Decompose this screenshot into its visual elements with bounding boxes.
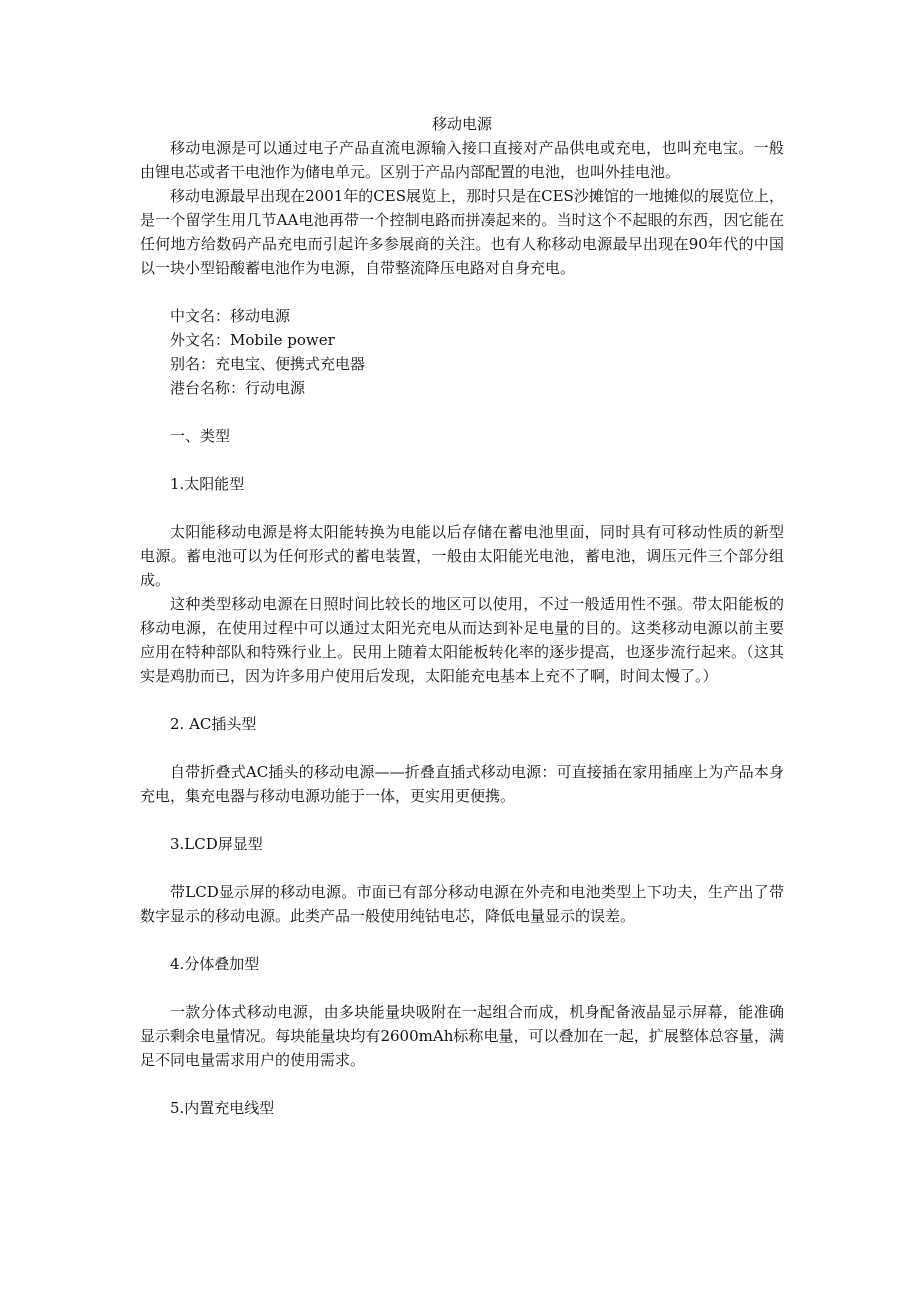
solar-paragraph-1: 太阳能移动电源是将太阳能转换为电能以后存储在蓄电池里面，同时具有可移动性质的新型电源。蓄电池可以为任何形式的蓄电装置，一般由太阳能光电池，蓄电池，调压元件三个部分组成。 <box>140 523 784 589</box>
intro-paragraph-2: 移动电源最早出现在2001年的CES展览上，那时只是在CES沙摊馆的一地摊似的展览位上，是一个留学生用几节AA电池再带一个控制电路而拼凑起来的。当时这个不起眼的东西，因它能在任何地方给数码产品充电而引起许多参展商的关注。也有人称移动电源最早出现在90年代的中国以一块小型铅酸蓄电池作为电源，自带整流降压电路对自身充电。 <box>140 187 784 277</box>
split-paragraph: 一款分体式移动电源，由多块能量块吸附在一起组合而成，机身配备液晶显示屏幕，能准确显示剩余电量情况。每块能量块均有2600mAh标称电量，可以叠加在一起，扩展整体总容量，满足不同电量需求用户的使用需求。 <box>140 1003 784 1069</box>
meta-hk-tw-name: 港台名称：行动电源 <box>170 379 306 397</box>
spacer <box>140 736 784 760</box>
meta-chinese-name: 中文名：移动电源 <box>170 307 291 325</box>
spacer <box>140 448 784 472</box>
meta-alias: 别名：充电宝、便携式充电器 <box>170 355 366 373</box>
spacer <box>140 400 784 424</box>
spacer <box>140 856 784 880</box>
solar-paragraph-2: 这种类型移动电源在日照时间比较长的地区可以使用，不过一般适用性不强。带太阳能板的移动电源，在使用过程中可以通过太阳光充电从而达到补足电量的目的。这类移动电源以前主要应用在特种部队和特殊行业上。民用上随着太阳能板转化率的逐步提高，也逐步流行起来。（这其实是鸡肋而已，因为许多用户使用后发现，太阳能充电基本上充不了啊，时间太慢了。） <box>140 595 784 685</box>
subsection-heading-split: 4.分体叠加型 <box>170 955 260 973</box>
ac-paragraph: 自带折叠式AC插头的移动电源——折叠直插式移动电源：可直接插在家用插座上为产品本身充电，集充电器与移动电源功能于一体，更实用更便携。 <box>140 763 784 805</box>
subsection-heading-ac: 2. AC插头型 <box>170 715 257 733</box>
spacer <box>140 808 784 832</box>
section-heading-types: 一、类型 <box>170 427 231 445</box>
spacer <box>140 928 784 952</box>
spacer <box>140 976 784 1000</box>
spacer <box>140 496 784 520</box>
subsection-heading-solar: 1.太阳能型 <box>170 475 245 493</box>
lcd-paragraph: 带LCD显示屏的移动电源。市面已有部分移动电源在外壳和电池类型上下功夫，生产出了带数字显示的移动电源。此类产品一般使用纯钴电芯，降低电量显示的误差。 <box>140 883 784 925</box>
document-title: 移动电源 <box>431 115 492 133</box>
spacer <box>140 688 784 712</box>
intro-paragraph-1: 移动电源是可以通过电子产品直流电源输入接口直接对产品供电或充电，也叫充电宝。一般由锂电芯或者干电池作为储电单元。区别于产品内部配置的电池，也叫外挂电池。 <box>140 139 784 181</box>
spacer <box>140 280 784 304</box>
subsection-heading-lcd: 3.LCD屏显型 <box>170 835 263 853</box>
document-page <box>140 112 784 1120</box>
spacer <box>140 1072 784 1096</box>
subsection-heading-cable: 5.内置充电线型 <box>170 1099 275 1117</box>
meta-foreign-name: 外文名：Mobile power <box>170 331 335 349</box>
